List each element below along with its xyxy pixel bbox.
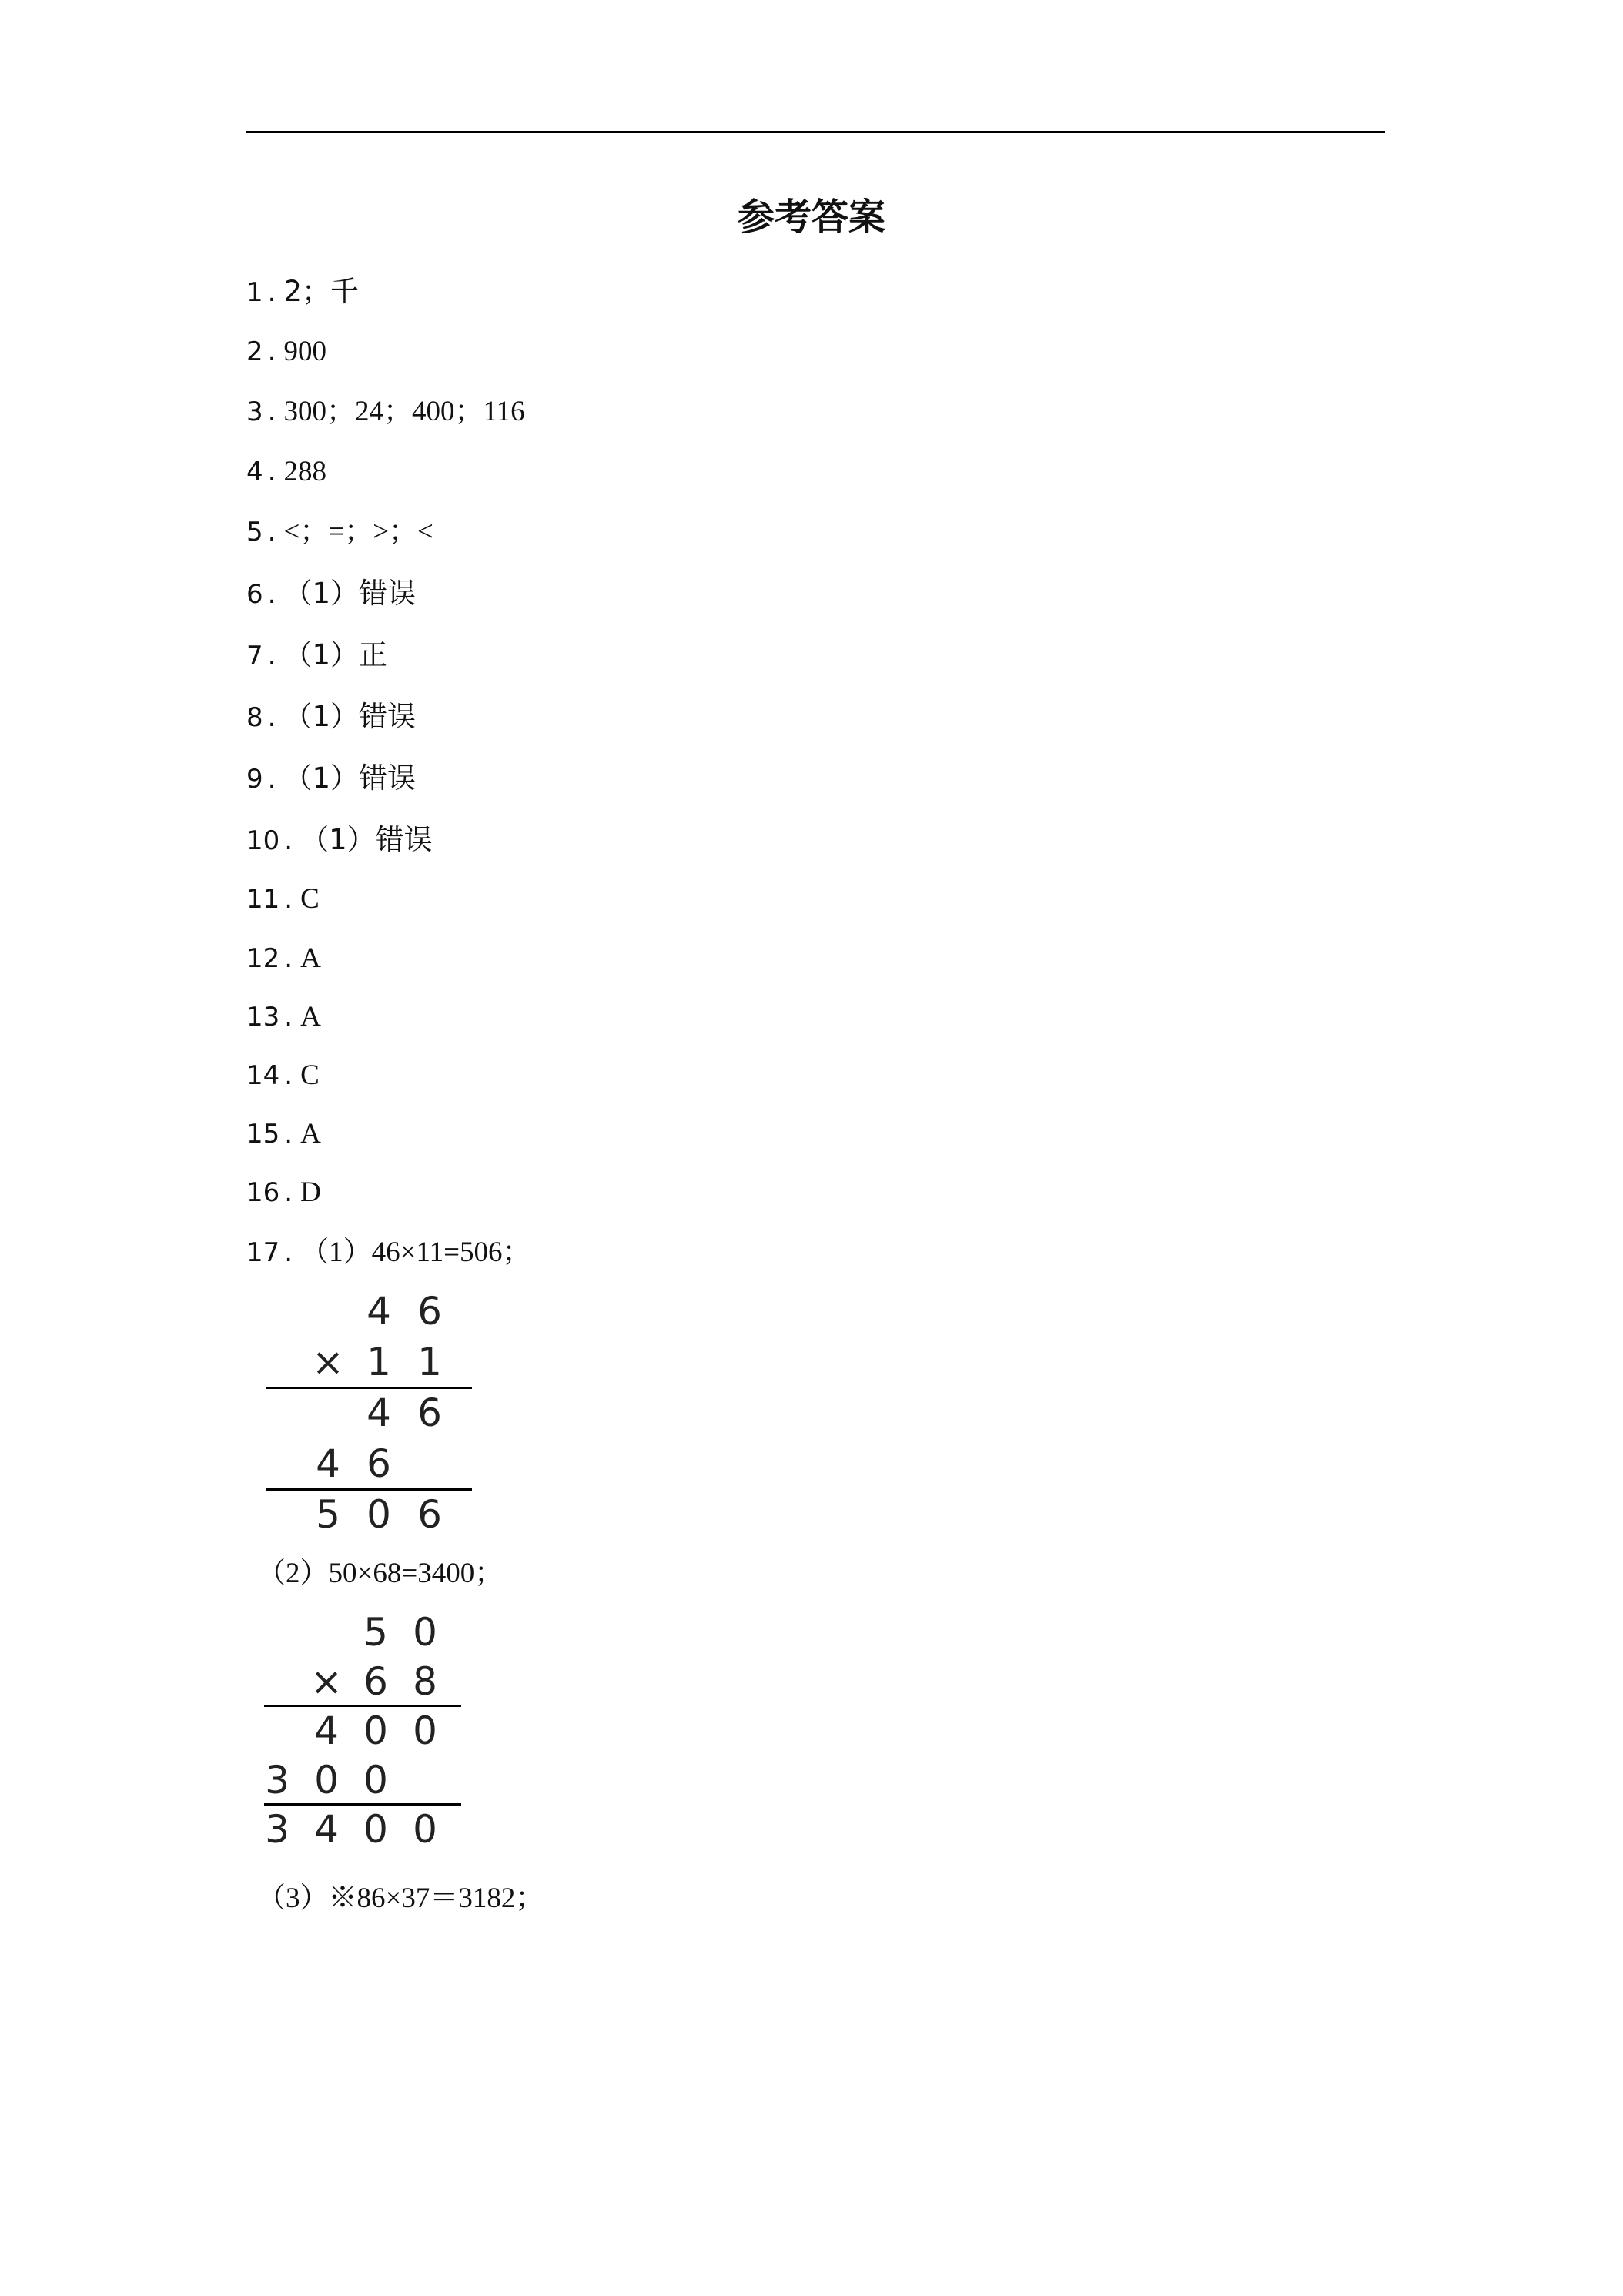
answer-number: 4 — [246, 457, 263, 487]
answer-text: C — [300, 1059, 320, 1091]
answer-number: 6 — [246, 579, 263, 610]
answer-item — [246, 994, 321, 1040]
answer-separator: . — [267, 397, 276, 427]
answer-number: 15 — [246, 1119, 280, 1150]
answer-text: D — [300, 1176, 321, 1208]
page-title: 参考答案 — [737, 196, 885, 239]
answer-text: A — [300, 942, 321, 974]
calc-digit: 6 — [417, 1492, 442, 1537]
answer-text: （1）46×11=506； — [300, 1237, 531, 1268]
calc-digit: 5 — [363, 1610, 388, 1655]
answer-item — [246, 329, 326, 375]
answer-number: 3 — [246, 397, 263, 427]
answer-item — [246, 571, 416, 617]
answer-item — [246, 1170, 321, 1216]
answer-item — [246, 694, 416, 740]
answer-text: <；=；>；< — [283, 516, 433, 547]
calc-rule — [264, 1803, 461, 1806]
answer-text: 2；千 — [283, 275, 359, 308]
answer-number: 13 — [246, 1002, 280, 1033]
answer-separator: . — [284, 943, 293, 974]
answer-text: A — [300, 1118, 321, 1150]
calc-digit: 4 — [314, 1807, 339, 1852]
calc-digit: 4 — [316, 1441, 340, 1486]
calc-digit: 4 — [366, 1289, 391, 1334]
calc-digit: 0 — [363, 1758, 388, 1802]
answer-item — [246, 509, 433, 555]
answer-item — [246, 876, 320, 922]
answer-item — [246, 817, 433, 863]
answer-text: （1）错误 — [283, 577, 416, 610]
answer-separator: . — [284, 884, 293, 915]
calc-digit: 0 — [413, 1610, 437, 1655]
answer-number: 1 — [246, 277, 263, 308]
answer-text: C — [300, 883, 320, 915]
answer-item — [246, 632, 387, 678]
answer-separator: . — [267, 517, 276, 547]
answer-item — [246, 935, 321, 982]
answer-separator: . — [267, 336, 276, 367]
answer-text: 300；24；400；116 — [283, 396, 525, 427]
calc-digit: 0 — [413, 1709, 437, 1753]
answer-separator: . — [284, 825, 293, 856]
calc-digit: 6 — [417, 1289, 442, 1334]
answer-separator: . — [267, 641, 276, 671]
calc-digit: 6 — [366, 1441, 391, 1486]
calc-digit: 5 — [316, 1492, 340, 1537]
answer-separator: . — [284, 1177, 293, 1208]
calc-digit: 4 — [314, 1709, 339, 1753]
calc-digit: 6 — [363, 1659, 388, 1704]
answer-text: 288 — [283, 456, 326, 487]
header-rule — [246, 131, 1385, 133]
answer-number: 7 — [246, 641, 263, 671]
calc-digit: × — [312, 1340, 344, 1384]
answer-separator: . — [284, 1060, 293, 1091]
answer-separator: . — [284, 1119, 293, 1150]
answer-number: 9 — [246, 764, 263, 795]
answer-item — [246, 1053, 320, 1099]
calc-digit: 0 — [413, 1807, 437, 1852]
answer-number: 17 — [246, 1237, 280, 1268]
answer-number: 11 — [246, 884, 280, 915]
answer-item — [246, 1111, 321, 1157]
calc-digit: 0 — [314, 1758, 339, 1802]
answer-number: 2 — [246, 336, 263, 367]
answer-item — [246, 269, 359, 315]
answer-17-part-3: （3）※86×37＝3182； — [257, 1883, 544, 1914]
calc-digit: × — [310, 1659, 343, 1704]
answer-number: 12 — [246, 943, 280, 974]
answer-separator: . — [267, 764, 276, 795]
calc-digit: 1 — [417, 1340, 442, 1384]
answer-text: （1）错误 — [283, 761, 416, 795]
answer-separator: . — [267, 277, 276, 308]
answer-text: （1）正 — [283, 638, 387, 671]
answer-separator: . — [267, 457, 276, 487]
answer-item — [246, 389, 525, 435]
calc-digit: 0 — [363, 1709, 388, 1753]
answer-number: 5 — [246, 517, 263, 547]
calc-rule — [266, 1387, 472, 1389]
answer-number: 10 — [246, 825, 280, 856]
calc-digit: 6 — [417, 1391, 442, 1435]
calc-digit: 0 — [363, 1807, 388, 1852]
answer-item — [246, 449, 326, 495]
answer-item — [246, 755, 416, 802]
calc-rule — [266, 1488, 472, 1491]
calc-digit: 3 — [265, 1758, 289, 1802]
answer-number: 14 — [246, 1060, 280, 1091]
answer-separator: . — [267, 702, 276, 733]
calc-digit: 3 — [265, 1807, 289, 1852]
answer-text: 900 — [283, 336, 326, 367]
calc-digit: 8 — [413, 1659, 437, 1704]
answer-text: （1）错误 — [300, 823, 433, 856]
answer-item — [246, 1230, 530, 1276]
calc-digit: 1 — [366, 1340, 391, 1384]
answer-text: （1）错误 — [283, 700, 416, 733]
answer-text: A — [300, 1001, 321, 1033]
answer-number: 16 — [246, 1177, 280, 1208]
answer-separator: . — [267, 579, 276, 610]
calc-digit: 4 — [366, 1391, 391, 1435]
calc-digit: 0 — [366, 1492, 391, 1537]
answer-separator: . — [284, 1002, 293, 1033]
answer-separator: . — [284, 1237, 293, 1268]
answer-number: 8 — [246, 702, 263, 733]
answer-17-part-2: （2）50×68=3400； — [257, 1558, 504, 1589]
calc-rule — [264, 1705, 461, 1707]
